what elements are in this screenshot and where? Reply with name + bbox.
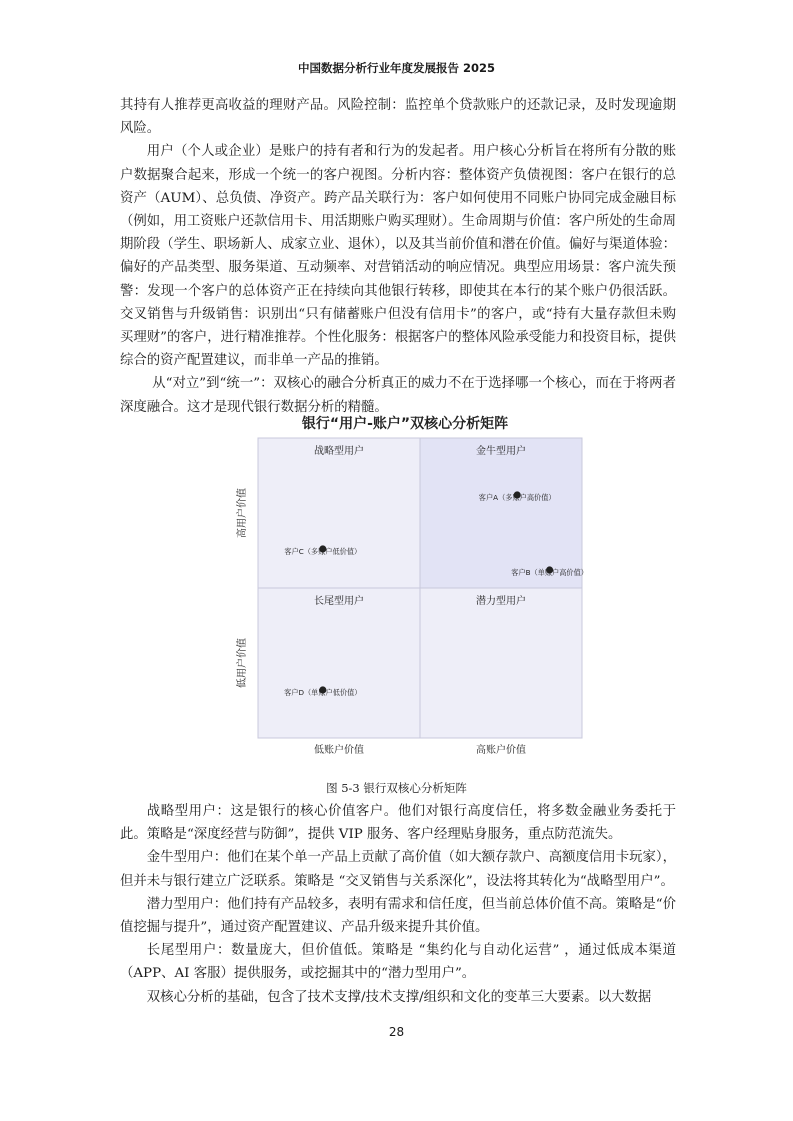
figure-caption: 图 5-3 银行双核心分析矩阵 (326, 781, 467, 795)
x-axis-label: 低账户价值 (314, 745, 364, 756)
y-axis-label: 低用户价值 (237, 638, 248, 688)
paragraph: 从“对立”到“统一”：双核心的融合分析真正的威力不在于选择哪一个核心，而在于将两者深度融合。这才是现代银行数据分析的精髓。 (120, 376, 676, 415)
dual-core-matrix-chart (230, 408, 589, 766)
page-number: 28 (388, 1025, 405, 1039)
quadrant-label: 金牛型用户 (476, 446, 526, 457)
quadrant-label: 长尾型用户 (314, 596, 364, 607)
quadrant-cell (258, 438, 420, 588)
x-axis-label: 高账户价值 (476, 745, 526, 756)
paragraph: 金牛型用户：他们在某个单一产品上贡献了高价值（如大额存款户、高额度信用卡玩家），但并未与银行建立广泛联系。策略是 “交叉销售与关系深化”，设法将其转化为“战略型用户”。 (120, 850, 676, 889)
y-axis-label: 高用户价值 (237, 488, 248, 538)
data-point-label: 客户A（多账户高价值） (478, 493, 556, 502)
quadrant-cell (258, 588, 420, 738)
paragraph: 用户（个人或企业）是账户的持有者和行为的发起者。用户核心分析旨在将所有分散的账户数据聚合起来，形成一个统一的客户视图。分析内容：整体资产负债视图：客户在银行的总资产（AUM）、总负债、净资产。跨产品关联行为：客户如何使用不同账户协同完成金融目标（例如，用工资账户还款信用卡、用活期账户购买理财）。生命周期与价值：客户所处的生命周期阶段（学生、职场新人、成家立业、退休），以及其当前价值和潜在价值。偏好与渠道体验：偏好的产品类型、服务渠道、互动频率、对营销活动的响应情况。典型应用场景：客户流失预警：发现一个客户的总体资产正在持续向其他银行转移，即使其在本行的某个账户仍很活跃。交叉销售与升级销售：识别出“只有储蓄账户但没有信用卡”的客户，或“持有大量存款但未购买理财”的客户，进行精准推荐。个性化服务：根据客户的整体风险承受能力和投资目标，提供综合的资产配置建议，而非单一产品的推销。 (120, 144, 676, 369)
data-point-label: 客户D（单账户低价值） (284, 688, 362, 697)
data-point-label: 客户B（单账户高价值） (511, 568, 589, 577)
top-text-block (120, 94, 676, 419)
quadrant-cell (420, 588, 582, 738)
quadrant-cell (420, 438, 582, 588)
paragraph: 战略型用户：这是银行的核心价值客户。他们对银行高度信任，将多数金融业务委托于此。策略是“深度经营与防御”，提供 VIP 服务、客户经理贴身服务，重点防范流失。 (120, 804, 676, 843)
quadrant-label: 战略型用户 (314, 446, 364, 457)
data-point-label: 客户C（多账户低价值） (284, 547, 362, 556)
bottom-text-block (120, 800, 676, 1009)
page-header: 中国数据分析行业年度发展报告 2025 (297, 61, 495, 75)
paragraph: 长尾型用户：数量庞大，但价值低。策略是 “集约化与自动化运营” ，通过低成本渠道（APP、AI 客服）提供服务，或挖掘其中的“潜力型用户”。 (120, 943, 676, 982)
chart-title: 银行“用户-账户”双核心分析矩阵 (301, 416, 509, 432)
paragraph: 双核心分析的基础，包含了技术支撑/技术支撑/组织和文化的变革三大要素。以大数据 (146, 989, 652, 1005)
paragraph: 潜力型用户：他们持有产品较多，表明有需求和信任度，但当前总体价值不高。策略是“价值挖掘与提升”，通过资产配置建议、产品升级来提升其价值。 (120, 896, 676, 936)
quadrant-label: 潜力型用户 (476, 596, 526, 607)
paragraph: 其持有人推荐更高收益的理财产品。风险控制：监控单个贷款账户的还款记录，及时发现逾期风险。 (120, 98, 676, 137)
